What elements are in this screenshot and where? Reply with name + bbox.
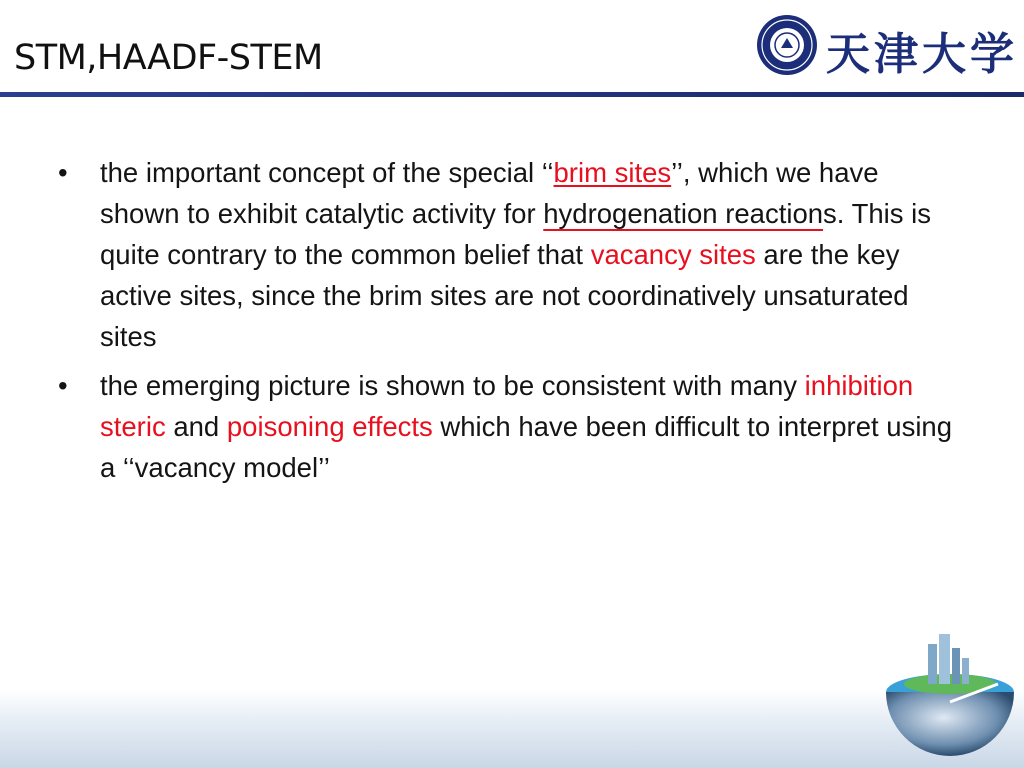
- footer-wave-decoration: [0, 690, 1024, 768]
- bullet-text: and: [165, 411, 227, 442]
- title-divider: [0, 92, 1024, 97]
- bullet-text: s. This is quite contrary to the common belief that: [100, 198, 932, 270]
- bullet-text: ’’, which we have shown to exhibit catalytic activity for: [100, 157, 879, 229]
- bullet-text: the important concept of the special ‘‘: [100, 157, 554, 188]
- underlined-hydrogenation-reaction: hydrogenation reaction: [543, 198, 824, 229]
- highlight-poisoning-effects: poisoning effects: [226, 411, 433, 442]
- bullet-item: [58, 365, 958, 488]
- bullet-item: [58, 152, 958, 357]
- highlight-brim-sites: brim sites: [553, 157, 672, 188]
- bullet-dot: •: [58, 370, 68, 401]
- slide-title: STM,HAADF-STEM: [14, 38, 323, 78]
- bullet-list: [58, 152, 958, 496]
- bullet-text: are the key active sites, since the brim sites are not coordinatively unsaturated sites: [100, 239, 909, 352]
- university-name-chinese: 天津大学: [826, 29, 1018, 80]
- globe-city-decoration-icon: [880, 622, 1020, 768]
- highlight-inhibition-steric: inhibition steric: [100, 370, 914, 442]
- highlight-vacancy-sites: vacancy sites: [590, 239, 756, 270]
- bullet-text: the emerging picture is shown to be consistent with many: [100, 370, 805, 401]
- bullet-text: which have been difficult to interpret using a ‘‘vacancy model’’: [100, 411, 953, 483]
- bullet-dot: •: [58, 157, 68, 188]
- university-logo: [756, 14, 1018, 80]
- university-seal-icon: [756, 14, 818, 76]
